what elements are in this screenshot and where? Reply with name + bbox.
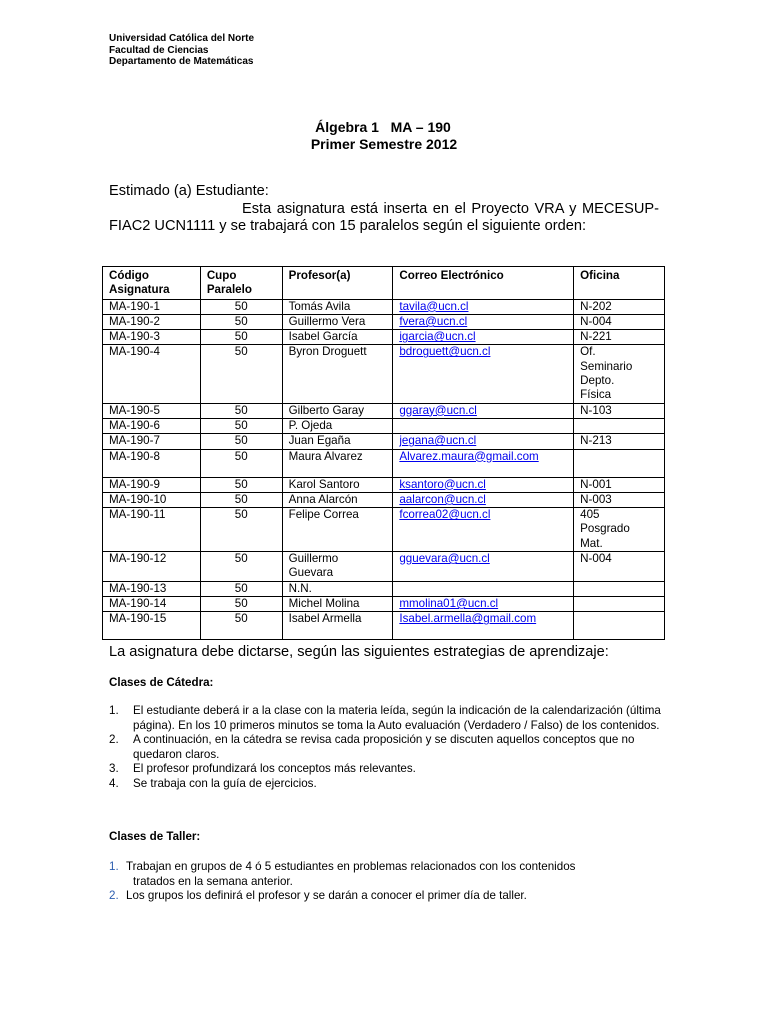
oficina-line: Of. — [580, 345, 596, 359]
cell-profesor: Isabel Armella — [282, 612, 393, 640]
header-correo: Correo Electrónico — [393, 267, 574, 300]
cell-code: MA-190-5 — [103, 403, 201, 418]
list-item — [109, 704, 669, 733]
cell-oficina: N-004 — [574, 314, 665, 329]
table-row — [103, 330, 665, 345]
list-number: 1. — [109, 860, 119, 873]
email-link[interactable]: aalarcon@ucn.cl — [399, 492, 486, 506]
cell-cupo: 50 — [200, 581, 282, 596]
professors-table — [102, 266, 665, 640]
cell-cupo: 50 — [200, 345, 282, 403]
cell-cupo: 50 — [200, 403, 282, 418]
list-number: 3. — [109, 762, 119, 775]
header-profesor: Profesor(a) — [282, 267, 393, 300]
cell-correo — [393, 330, 574, 345]
strategies-intro: La asignatura debe dictarse, según las siguientes estrategias de aprendizaje: — [109, 644, 609, 660]
table-row — [103, 492, 665, 507]
list-text: El profesor profundizará los conceptos más relevantes. — [133, 762, 416, 775]
cell-profesor: Karol Santoro — [282, 477, 393, 492]
oficina-line: Mat. — [580, 536, 603, 550]
table-row — [103, 596, 665, 611]
cell-cupo: 50 — [200, 418, 282, 433]
cell-cupo: 50 — [200, 299, 282, 314]
cell-code: MA-190-6 — [103, 418, 201, 433]
header-code: Código Asignatura — [103, 267, 201, 300]
cell-code: MA-190-9 — [103, 477, 201, 492]
table-row — [103, 552, 665, 582]
cell-oficina: N-103 — [574, 403, 665, 418]
cell-cupo: 50 — [200, 434, 282, 449]
table-row — [103, 314, 665, 329]
cell-cupo: 50 — [200, 449, 282, 477]
email-link[interactable]: igarcia@ucn.cl — [399, 330, 476, 344]
department-name: Departamento de Matemáticas — [109, 56, 254, 67]
oficina-line: Seminario — [580, 359, 633, 373]
email-link[interactable]: ggaray@ucn.cl — [399, 403, 477, 417]
cell-profesor: Juan Egaña — [282, 434, 393, 449]
taller-heading: Clases de Taller: — [109, 830, 201, 843]
cell-cupo: 50 — [200, 552, 282, 582]
cell-oficina: N-001 — [574, 477, 665, 492]
cell-profesor: Tomás Avila — [282, 299, 393, 314]
table-row — [103, 345, 665, 403]
cell-correo — [393, 581, 574, 596]
cell-oficina — [574, 345, 665, 403]
email-link[interactable]: Alvarez.maura@gmail.com — [399, 449, 539, 463]
cell-profesor: Anna Alarcón — [282, 492, 393, 507]
list-number: 4. — [109, 776, 119, 790]
table-row — [103, 299, 665, 314]
list-number: 2. — [109, 889, 119, 902]
cell-correo — [393, 492, 574, 507]
cell-oficina — [574, 596, 665, 611]
course-title-block — [0, 119, 768, 153]
cell-cupo: 50 — [200, 330, 282, 345]
cell-cupo: 50 — [200, 477, 282, 492]
list-number: 2. — [109, 733, 119, 746]
cell-code: MA-190-12 — [103, 552, 201, 582]
list-text: El estudiante deberá ir a la clase con la materia leída, según la indicación de la calendarización (última página). En los 10 primeros minutos se toma la Auto evaluación (Verdadero / Falso) de los contenidos. — [133, 704, 661, 732]
cell-oficina — [574, 581, 665, 596]
cell-correo — [393, 299, 574, 314]
cell-correo — [393, 477, 574, 492]
table-row — [103, 508, 665, 552]
catedra-list — [109, 704, 669, 791]
intro-paragraph — [109, 183, 659, 236]
cell-oficina: N-003 — [574, 492, 665, 507]
cell-cupo: 50 — [200, 612, 282, 640]
email-link[interactable]: fvera@ucn.cl — [399, 314, 468, 328]
table-body — [103, 299, 665, 640]
cell-correo — [393, 418, 574, 433]
university-name: Universidad Católica del Norte — [109, 33, 255, 44]
cell-profesor: Maura Alvarez — [282, 449, 393, 477]
cell-cupo: 50 — [200, 492, 282, 507]
cell-code: MA-190-11 — [103, 508, 201, 552]
cell-correo — [393, 508, 574, 552]
cell-correo — [393, 403, 574, 418]
table-row — [103, 418, 665, 433]
cell-correo — [393, 552, 574, 582]
email-link[interactable]: bdroguett@ucn.cl — [399, 345, 491, 359]
cell-profesor: Guillermo Vera — [282, 314, 393, 329]
cell-code: MA-190-14 — [103, 596, 201, 611]
table-row — [103, 581, 665, 596]
cell-code: MA-190-8 — [103, 449, 201, 477]
list-item — [109, 733, 669, 762]
list-text: Se trabaja con la guía de ejercicios. — [133, 776, 317, 790]
list-text-continuation: tratados en la semana anterior. — [133, 874, 293, 888]
cell-cupo: 50 — [200, 508, 282, 552]
cell-profesor: Felipe Correa — [282, 508, 393, 552]
cell-profesor: Michel Molina — [282, 596, 393, 611]
list-text: Trabajan en grupos de 4 ó 5 estudiantes en problemas relacionados con los contenidos — [126, 860, 576, 873]
cell-correo — [393, 345, 574, 403]
oficina-line: Posgrado — [580, 522, 630, 536]
cell-profesor: Gilberto Garay — [282, 403, 393, 418]
cell-code: MA-190-15 — [103, 612, 201, 640]
list-text: A continuación, en la cátedra se revisa cada proposición y se discuten aquellos conceptos que no quedaron claros. — [133, 733, 635, 761]
cell-code: MA-190-2 — [103, 314, 201, 329]
faculty-name: Facultad de Ciencias — [109, 44, 209, 56]
table-row — [103, 449, 665, 477]
list-item — [109, 860, 669, 889]
cell-code: MA-190-13 — [103, 581, 201, 596]
cell-oficina — [574, 612, 665, 640]
cell-profesor: Byron Droguett — [282, 345, 393, 403]
table-row — [103, 612, 665, 640]
taller-list — [109, 860, 669, 904]
cell-oficina — [574, 508, 665, 552]
cell-oficina: N-004 — [574, 552, 665, 582]
oficina-line: Física — [580, 388, 612, 402]
list-item — [109, 889, 669, 904]
cell-correo — [393, 612, 574, 640]
table-row — [103, 434, 665, 449]
profesor-line: Guevara — [288, 566, 334, 580]
cell-profesor: P. Ojeda — [282, 418, 393, 433]
catedra-heading: Clases de Cátedra: — [109, 676, 214, 689]
email-link[interactable]: jegana@ucn.cl — [399, 434, 477, 448]
cell-profesor: N.N. — [282, 581, 393, 596]
table-header-row — [103, 267, 665, 300]
header-cupo: Cupo Paralelo — [200, 267, 282, 300]
cell-profesor — [282, 552, 393, 582]
cell-correo — [393, 596, 574, 611]
table-row — [103, 477, 665, 492]
list-item — [109, 777, 669, 792]
list-number: 1. — [109, 704, 119, 717]
course-title: Álgebra 1 MA – 190 — [315, 119, 451, 135]
cell-code: MA-190-1 — [103, 299, 201, 314]
cell-oficina — [574, 449, 665, 477]
table-row — [103, 403, 665, 418]
oficina-line: 405 — [580, 508, 600, 522]
cell-oficina: N-202 — [574, 299, 665, 314]
cell-code: MA-190-10 — [103, 492, 201, 507]
cell-code: MA-190-7 — [103, 434, 201, 449]
email-link[interactable]: fcorrea02@ucn.cl — [399, 508, 491, 522]
email-link[interactable]: tavila@ucn.cl — [399, 299, 469, 313]
cell-cupo: 50 — [200, 596, 282, 611]
email-link[interactable]: ksantoro@ucn.cl — [399, 477, 486, 491]
institution-header — [109, 33, 254, 68]
cell-oficina: N-221 — [574, 330, 665, 345]
cell-correo — [393, 314, 574, 329]
email-link[interactable]: Isabel.armella@gmail.com — [399, 612, 537, 626]
list-text: Los grupos los definirá el profesor y se darán a conocer el primer día de taller. — [126, 889, 527, 902]
cell-profesor: Isabel García — [282, 330, 393, 345]
cell-correo — [393, 434, 574, 449]
cell-code: MA-190-4 — [103, 345, 201, 403]
intro-text: Esta asignatura está inserta en el Proyecto VRA y MECESUP-FIAC2 UCN1111 y se trabajará con 15 paralelos según el siguiente orden: — [109, 200, 659, 234]
cell-oficina — [574, 418, 665, 433]
header-oficina: Oficina — [574, 267, 665, 300]
cell-code: MA-190-3 — [103, 330, 201, 345]
semester-title: Primer Semestre 2012 — [310, 136, 458, 152]
cell-correo — [393, 449, 574, 477]
cell-cupo: 50 — [200, 314, 282, 329]
greeting: Estimado (a) Estudiante: — [109, 183, 269, 199]
list-item — [109, 762, 669, 777]
profesor-line: Guillermo — [288, 552, 339, 566]
oficina-line: Depto. — [580, 374, 615, 388]
email-link[interactable]: gguevara@ucn.cl — [399, 552, 490, 566]
cell-oficina: N-213 — [574, 434, 665, 449]
email-link[interactable]: mmolina01@ucn.cl — [399, 596, 499, 610]
